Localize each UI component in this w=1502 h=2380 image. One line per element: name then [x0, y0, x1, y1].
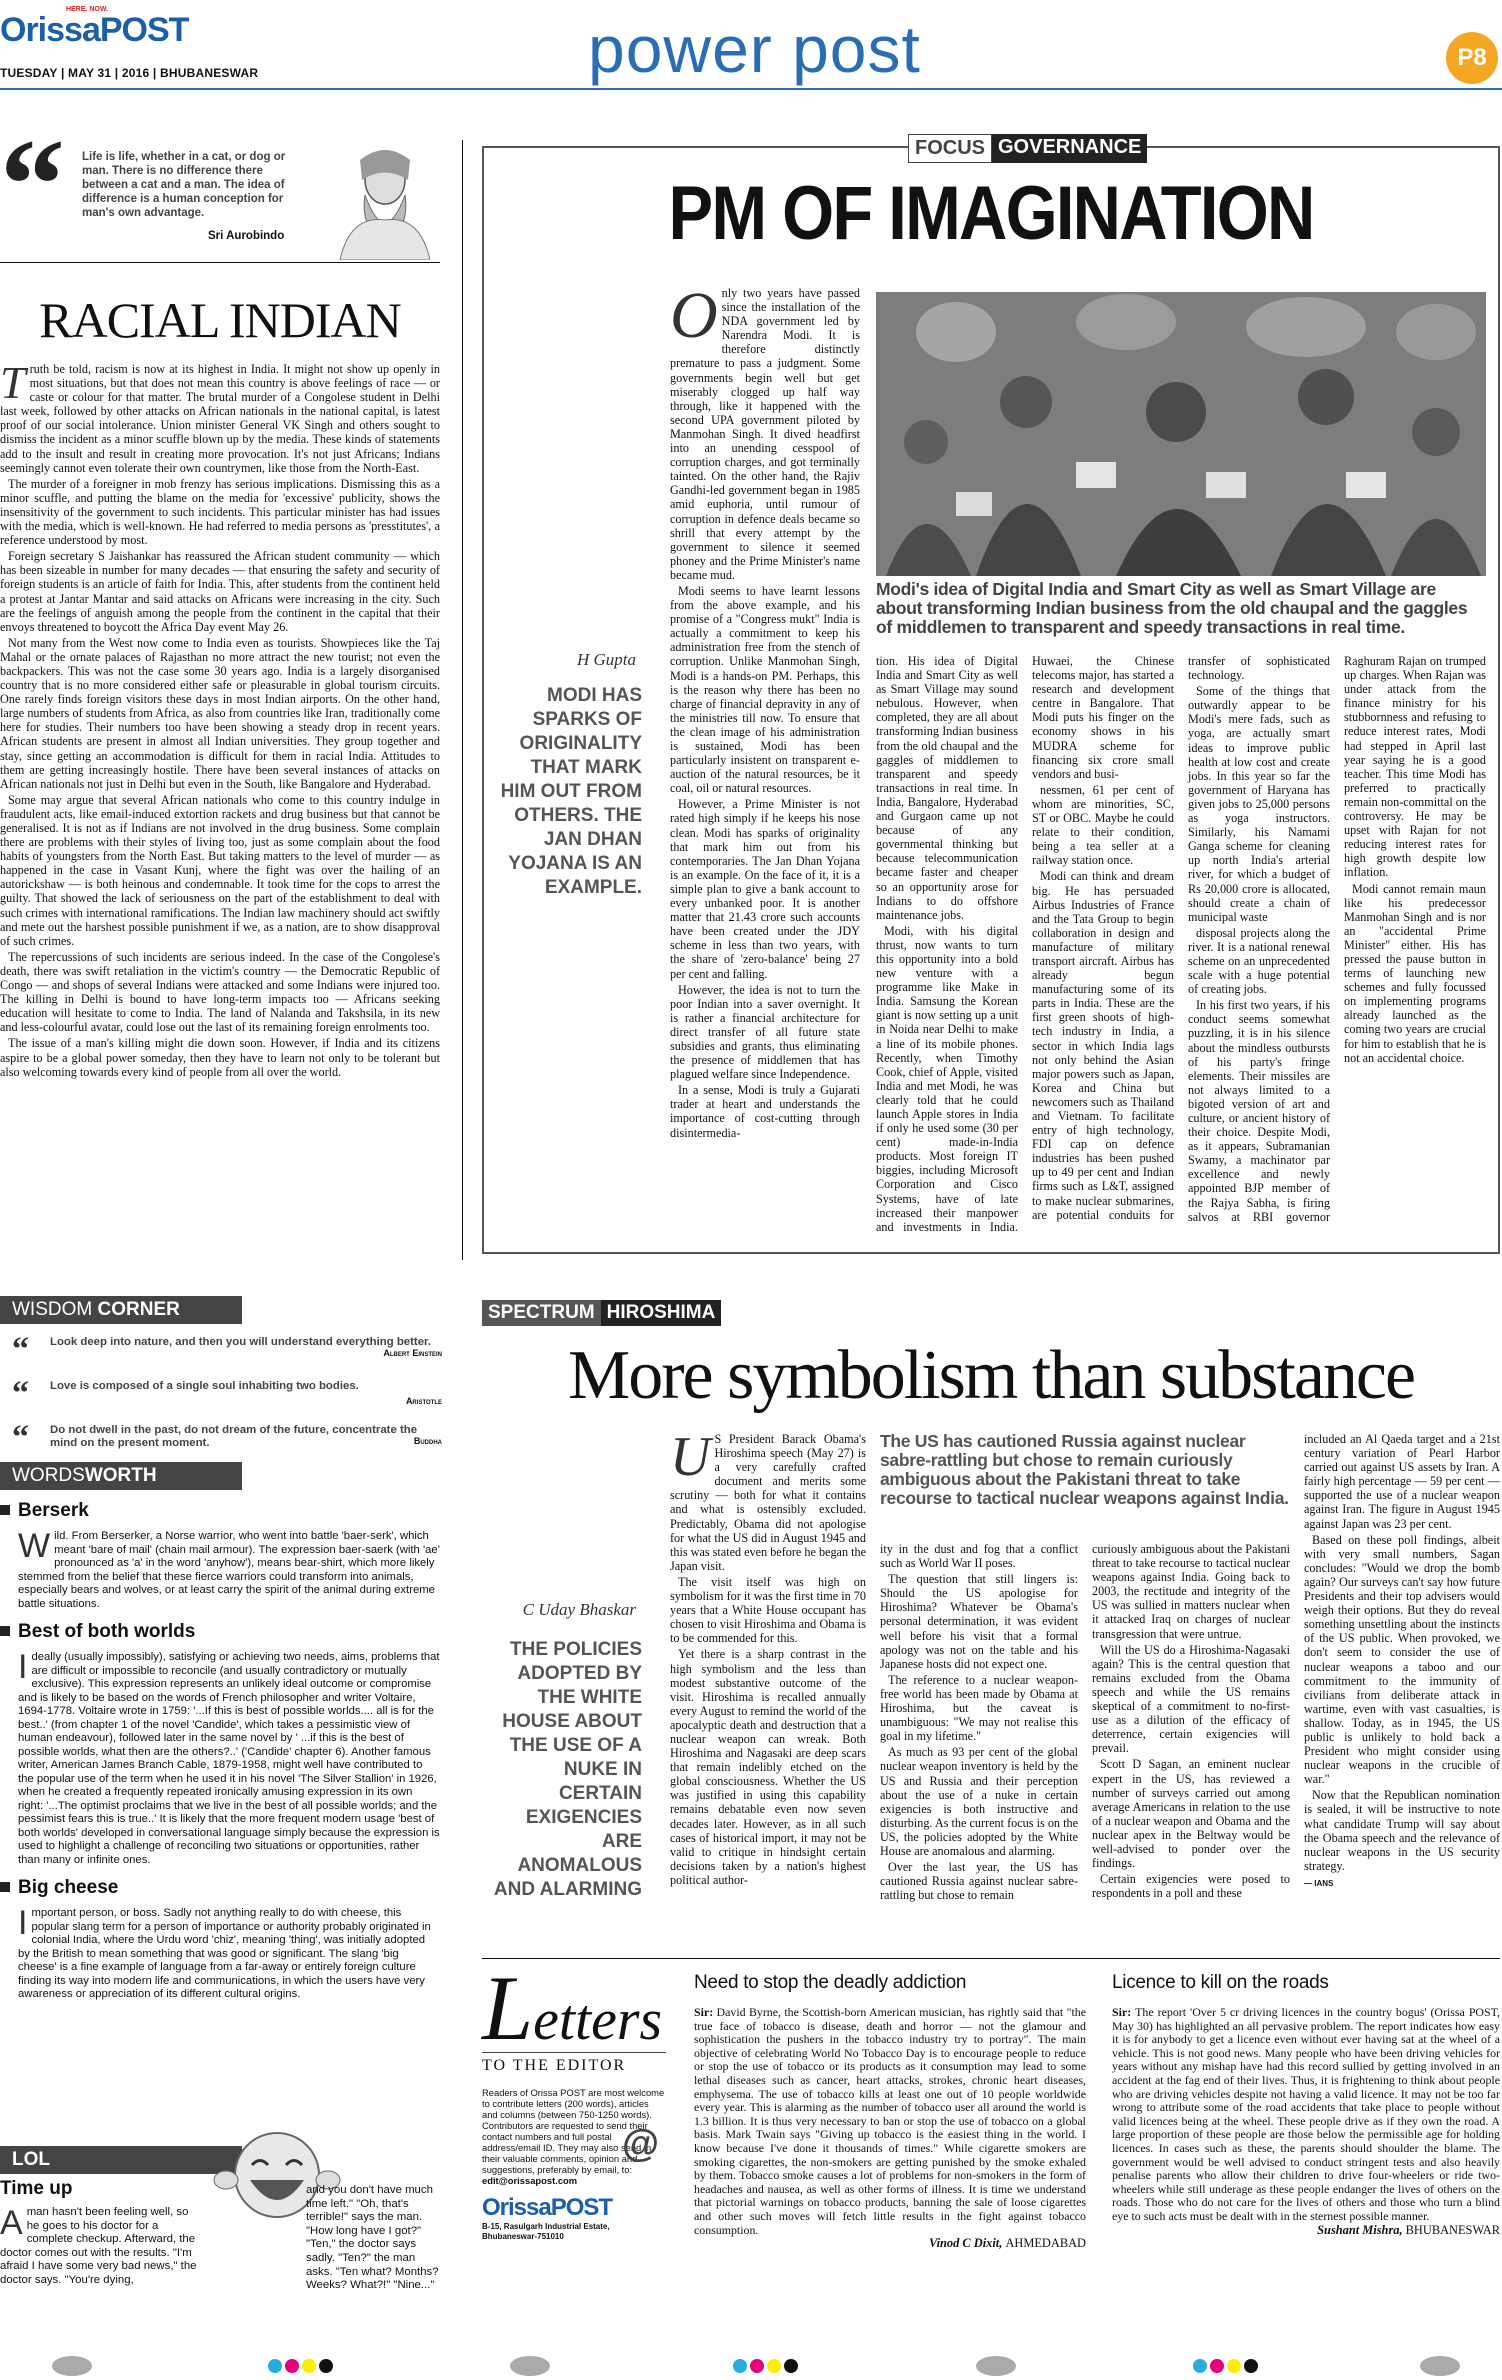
- paragraph: The issue of a man's killing might die down soon. However, if India and its citizens aspire to be a global power someday, then they have to learn not only to be tolerant but also welcoming towards every kind of people from all over the world.: [0, 1036, 440, 1079]
- page-number: P8: [1457, 44, 1487, 71]
- focus-lead-paragraphs: [670, 286, 860, 1140]
- wordsworth-term: Berserk: [0, 1500, 440, 1522]
- quote-author: Sri Aurobindo: [208, 230, 285, 242]
- letters-title-cap: L: [482, 1957, 534, 2059]
- wordsworth-definition-text: deally (usually impossibly), satisfying or achieving two needs, aims, problems that are difficult or impossible to reconcile (and usually contradictory or mutually exclusive). This expression represents an unlikely ideal outcome or compromise and is likely to be based on the words of French philosopher and writer Voltaire, 1694-1778. Voltaire wrote in 1759: '...If this is best of possible worlds.... all is for the best..' (from chapter 1 of the novel 'Candide', which takes a pessimistic view of human endeavour), followed later in the same novel by ' ...if this is the best of possible worlds, what then are the others?..' ('Candide' chapter 6). Another famous writer, American James Branch Cable, 1879-1958, might well have contributed to the popular use of the term when he used it in his novel 'The Silver Stallion' in 1926, when he created a frequently repeated ironically amusing expression in its own right: '...The optimist proclaims that we live in the best of all possible worlds; and the pessimist fears this is true..' It is likely that the more frequent modern usage 'best of both worlds' developed in conversational language simply because the expression is used to highlight a challenge of reconciling two situations or opportunities, rather than many or infinite ones.: [18, 1651, 440, 1866]
- letter-item: [1112, 1972, 1500, 2332]
- wordsworth-label-b: WORTH: [84, 1465, 157, 1486]
- wisdom-label-a: WISDOM: [12, 1299, 93, 1320]
- wisdom-quote: [12, 1419, 442, 1462]
- paragraph: In a sense, Modi is truly a Gujarati trader at heart and understands the importance of cost-cutting through disintermedia-: [670, 1083, 860, 1140]
- lol-title: Time up: [0, 2178, 73, 2199]
- letters-title: [482, 1957, 666, 2059]
- paragraph: Modi can think and dream big. He has persuaded Airbus Industries of France and the Tata Group to begin collaboration in design and manufacture of military transport aircraft. Airbus has already begun manufacturing some of its parts in India. These are the first green shoots of high-tech industry in India, a sector in which India lags not only behind the Asian major powers such as Japan, Korea and China but newcomers such as Thailand and Vietnam. To facilitate entry of high technology, FDI cap on defence industries has been pushed up to 49 per cent and Indian firms such as L&T, assigned to make nuclear submarines, are potential conduits for transfer of sophisticated technology.: [1032, 654, 1330, 1222]
- letter-salutation: Sir:: [694, 2005, 717, 2019]
- wordsworth-definition-text: mportant person, or boss. Sadly not anything really to do with cheese, this popular slang term for a person of importance or authority probably originated in colonial India, where the Urdu word 'chiz', meaning 'thing', was initially adopted by the British to mean something that was good or significant. The slang 'big cheese' is a fine example of language from a far-away or entirely foreign culture finding its way into modern life and communications, in which the users have very awareness or appreciation of its different cultural origins.: [18, 1907, 431, 2000]
- focus-tag-a: FOCUS: [908, 134, 992, 163]
- paragraph: Not many from the West now come to India even as tourists. Showpieces like the Taj Mahal or the ornate palaces of Rajasthan no more attract the new tourist; not even the backpackers. This was not the case some 30 years ago. India is a largely disorganised country that is no more considered either safe or pleasurable in global tourism circuits. One rarely finds foreign visitors these days in most Indian airports. On the other hand, large numbers of students from Africa, as also from countries like Iran, traditionally come here for studies. Their numbers too have been showing a steady drop in recent years. African students are present in almost all Indian universities. They group together and stay, since getting an accommodation is difficult for them in racial India. Attitudes to them are getting increasingly hostile. There have been several instances of attacks on African nationals not just in Delhi but even in the South, like Bangalore and Hyderabad.: [0, 635, 440, 791]
- square-bullet-icon: [0, 1505, 10, 1515]
- registration-dot: [1193, 2359, 1207, 2373]
- letters-subtitle: TO THE EDITOR: [482, 2052, 666, 2075]
- quote-open-mark-icon: “: [0, 113, 65, 257]
- quote-mark-icon: “: [12, 1375, 29, 1412]
- paragraph: nessmen, 61 per cent of whom are minorities, SC, ST or OBC. Maybe he could relate to their condition, being a tea seller at a railway station once.: [1032, 782, 1174, 868]
- wordsworth-term: Best of both worlds: [0, 1621, 440, 1643]
- registration-dot: [302, 2359, 316, 2373]
- spectrum-col3-paragraphs: [1092, 1542, 1290, 1900]
- letters-logo-bottom: POST: [550, 2194, 613, 2221]
- spectrum-col2-paragraphs: [880, 1542, 1078, 1902]
- registration-dot: [750, 2359, 764, 2373]
- dateline: TUESDAY | MAY 31 | 2016 | BHUBANESWAR: [0, 66, 259, 80]
- wordsworth-dropcap: I: [18, 1904, 28, 1942]
- letters-info-text: Readers of Orissa POST are most welcome to contribute letters (200 words), articles and columns (between 750-1250 words). Contributors are requested to send their contact numbers and full postal address/email ID. They may also send in their valuable comments, opinion and suggestions, preferably by email, to:: [482, 2087, 665, 2175]
- letter-signature: [694, 2237, 1086, 2251]
- paragraph: Scott D Sagan, an eminent nuclear expert in the US, has reviewed a number of surveys carried out among average Americans in relation to the use of a nuclear weapon and Obama and the nuclear apex in the Beltway would be well-advised to ponder over the findings.: [1092, 1757, 1290, 1871]
- editorial-headline: RACIAL INDIAN: [39, 292, 401, 348]
- spectrum-tag: [482, 1300, 721, 1326]
- focus-byline: H Gupta: [576, 650, 636, 669]
- paragraph: Some may argue that several African nationals who come to this country indulge in fraudulent acts, like email-induced extortion rackets and drug business but that cannot be generalised. It is not as if Indians are not involved in the drug business. Some complain there are problems with their styles of living too, just as some complain about the food habits of youngsters from the North East. But taking matters to the level of murder — as happened in the case in Vasant Kunj, where the fight was over the hailing of an autorickshaw — is both heinous and condemnable. It took time for the cops to arrest the guilty. That showed the lack of seriousness on the part of the establishment to deal with such crimes with international ramifications. The Indian law machinery should act swiftly and mete out the harshest possible punishment if we, as a nation, are to show disapproval of such crimes.: [0, 792, 440, 948]
- letters-logo-top: Orissa: [482, 2194, 551, 2221]
- registration-dot: [784, 2359, 798, 2373]
- focus-lead-col: [670, 286, 860, 1232]
- editorial-dropcap: T: [0, 362, 26, 408]
- paragraph: As much as 93 per cent of the global nuclear weapon inventory is held by the US and Russia and their perception about the use of a nuke in certain exigencies is both instructive and disturbing. As the current focus is on the US, the policies adopted by the White House are anomalous and alarming.: [880, 1745, 1078, 1858]
- quote-box: [0, 113, 440, 260]
- quote-text: Life is life, whether in a cat, or dog or man. There is no difference there between a cat and a man. The idea of difference is a human conception for man's own advantage.: [82, 151, 286, 219]
- paragraph: The repercussions of such incidents are serious indeed. In the case of the Congolese's death, there was swift retaliation in the victim's country — the Democratic Republic of Congo — and shops of several Indians were attacked and some Indians were injured too. The killing in Delhi is bound to have long-term impacts too — Africans seeking education will hesitate to come to India. The land of Nalanda and Takshsila, in its new and less-colourful avatar, could lose out the last of its remaining foreign enrolments too.: [0, 949, 440, 1035]
- focus-photo: [876, 292, 1486, 576]
- aurobindo-portrait: [330, 140, 430, 260]
- section-title: power post: [588, 12, 921, 86]
- lol-dropcap: A: [0, 2204, 23, 2242]
- paragraph: Modi, with his digital thrust, now wants to turn this opportunity into a bold new venture with a programme like Make in India. Samsung the Korean giant is now setting up a unit in Noida near Delhi to make a line of its mobile phones. Recently, when Timothy Cook, chief of Apple, visited India and met Modi, he was clearly told that he could launch Apple stores in India if only he used some (30 per cent) made-in-India products. Most foreign IT biggies, including Microsoft Corporation and Cisco Systems, have of late increased their manpower and investments in India. Huwaei, the Chinese telecoms major, has started a research and development centre in Bangalore. That Modi puts his finger on the economy shows in his MUDRA scheme for financing six crore small vendors and busi-: [876, 654, 1174, 1234]
- masthead-rule: [0, 88, 1502, 90]
- letter-body: [694, 2006, 1086, 2251]
- wordsworth-entry: [0, 1621, 440, 1867]
- letters-address: B-15, Rasulgarh Industrial Estate, Bhubaneswar-751010: [482, 2222, 610, 2241]
- registration-dot: [733, 2359, 747, 2373]
- focus-dropcap: O: [670, 286, 718, 352]
- focus-photo-caption: Modi's idea of Digital India and Smart City as well as Smart Village are about transforming Indian business from the old chaupal and the gaggles of middlemen to transparent and speedy transactions in real time.: [876, 579, 1468, 637]
- wisdom-quote-author: Aristotle: [405, 1396, 442, 1406]
- letter-item: [694, 1972, 1086, 2332]
- wisdom-quote-text: Look deep into nature, and then you will understand everything better.: [50, 1336, 431, 1348]
- spectrum-headline: More symbolism than substance: [567, 1337, 1415, 1414]
- square-bullet-icon: [0, 1626, 10, 1636]
- paragraph: Will the US do a Hiroshima-Nagasaki again? This is the central question that remains excluded from the Obama speech and while the US remains skeptical of a commitment to no-first-use as a dilution of the efficacy of deterrence, certain exigencies will prevail.: [1092, 1642, 1290, 1756]
- editorial-paragraphs: [0, 362, 440, 1079]
- registration-dot: [268, 2359, 282, 2373]
- letter-text: David Byrne, the Scottish-born American musician, has rightly said that "the true face of tobacco is disease, death and horror — not the glamour and sophistication the pushers in the tobacco industry try to portray". The main objective of celebrating World No Tobacco Day is to encourage people to reduce or stop the use of tobacco or its products as it consumption may lead to some lethal diseases such as cancer, heart attacks, strokes, chronic heart diseases, emphysema. The use of tobacco kills at least one out of 10 people worldwide every year. This is alarming as the number of tobacco user all around the world is 1.3 billion. It is thus very necessary to ban or stop the use of tobacco on a global basis. Mark Twain says "Giving up tobacco is the easiest thing in the world. I know because I've done it thousands of times." While cigarette smokers are smoking cigarettes, the non-smokers are getting punished by the smoke exhaled by them. Tobacco smoke causes a lot of problems for non-smokers in the form of headaches and nausea, as well as other forms of illness. It is time we understand that pictorial warnings on tobacco products, banning the sale of loose cigarettes and other such moves will fetch little results in the fight against tobacco consumption.: [694, 2005, 1086, 2237]
- spectrum-col3: [1092, 1542, 1290, 1942]
- quote-mark-icon: “: [12, 1331, 29, 1368]
- wisdom-label-b: CORNER: [97, 1299, 180, 1320]
- svg-text:@: @: [622, 2123, 660, 2165]
- paragraph: In his first two years, if his conduct seems somewhat puzzling, it is in his silence about the mindless outbursts of his party's fringe elements. Their missiles are not always limited to a bigoted version of art and culture, or ancient history of their choice. Despite Modi, as it appears, Subramanian Swamy, a machinator par excellence and newly appointed BJP member of the Rajya Sabha, is firing salvos at RBI governor Raghuram Rajan on trumped up charges. When Rajan was under attack from the finance ministry for his stubbornness and refusing to reduce interest rates, Modi had stepped in April last year saying he is a good teacher. This time Modi has preferred to practically remain non-committal on the controversy. He may be upset with Rajan for not reducing interest rates for high growth despite low inflation.: [1188, 654, 1486, 1224]
- letter-body: [1112, 2006, 1500, 2237]
- lol-bar: [0, 2146, 242, 2174]
- spectrum-col2: [880, 1542, 1078, 1942]
- focus-pull-quote: MODI HAS SPARKS OF ORIGINALITY THAT MARK HIM OUT FROM OTHERS. THE JAN DHAN YOJANA IS AN EXAMPLE.: [500, 685, 642, 898]
- letter-signature-name: Sushant Mishra,: [1317, 2222, 1406, 2237]
- wisdom-quote: [12, 1331, 442, 1374]
- paragraph: However, the idea is not to turn the poor Indian into a saver overnight. It is rather a financial architecture for direct transfer of all future state subsidies and grants, thus eliminating the presence of middlemen that has plagued welfare since Independence.: [670, 982, 860, 1082]
- paragraph: The question that still lingers is: Should the US apologise for Hiroshima? Whatever be Obama's personal determination, it was evident well before his visit that a formal apology was not on the table and his Japanese hosts did not expect one.: [880, 1572, 1078, 1671]
- letters-title-rest: etters: [533, 1987, 663, 2052]
- paragraph: ity in the dust and fog that a conflict such as World War II poses.: [880, 1542, 1078, 1571]
- left-column-rule: [462, 140, 463, 1260]
- wisdom-quote-author: Buddha: [413, 1436, 442, 1446]
- letter-text: The report 'Over 5 cr driving licences in the country bogus' (Orissa POST, May 30) has highlighted an all pervasive problem. The report indicates how easy it is for anybody to get a licence even without ever having sat at the wheel of a vehicle. This is not good news. Many people who have been driving vehicles for years without any mishap have had this record sullied by getting involved in an accident at the fag end of their lives. Thus, it is frightening to think about people who are driving vehicles despite not having a valid licence. It may not be too far wrong to attribute some of the road accidents that take place to people without valid licences being at the wheel. These people drive as if they own the road. A large proportion of these people are those below the permissible age for holding licences. In cases such as these, the parents should shoulder the blame. The government would be well advised to conduct stringent tests and also heavily penalise parents who allow their children to drive four-wheelers or ride two-wheelers while still underage as these people endanger the lives of others on the roads. Those who do not care for the lives of others and those who turn a blind eye to such acts must be dealt with in the sternest possible manner.: [1112, 2005, 1500, 2223]
- paragraph: Yet there is a sharp contrast in the high symbolism and the less than modest substantive outcome of the visit. Hiroshima is recalled annually every August to remind the world of the apocalyptic death and destruction that a nuclear weapon can wreak. Both Hiroshima and Nagasaki are deep scars that remain indelibly etched on the global consciousness. Whether the US was justified in using this capability remains debatable even now seven decades later. However, as in all such cases of historical import, it may not be valid to critique in hindsight certain decisions taken by a nation's highest political author-: [670, 1647, 866, 1887]
- registration-dot: [285, 2359, 299, 2373]
- registration-dot: [767, 2359, 781, 2373]
- registration-oval: [52, 2356, 92, 2376]
- paragraph: Some of the things that outwardly appear to be Modi's mere fads, such as yoga, are actually smart ideas to improve public health at low cost and create jobs. In this year so far the government of Haryana has given jobs to 25,000 persons as yoga instructors. Similarly, his Namami Ganga scheme for cleaning up north India's arterial river, for which a budget of Rs 20,000 crore is allocated, should create a chain of municipal waste: [1188, 684, 1330, 924]
- letter-signature-name: Vinod C Dixit,: [929, 2236, 1006, 2251]
- wordsworth-definition-text: ild. From Berserker, a Norse warrior, who went into battle 'baer-serk', which meant 'bare of mail' (chain mail armour). The expression baer-saerk (with 'ae' pronounced as 'a' in the word 'anyhow'), means bear-shirt, which more likely stemmed from the belief that these fierce warriors could transform into animals, especially bears and wolves, or at least carry the spirit of the animal during extreme battle situations.: [18, 1530, 440, 1610]
- wisdom-quote-text: Love is composed of a single soul inhabiting two bodies.: [50, 1380, 359, 1392]
- registration-dot: [1227, 2359, 1241, 2373]
- wisdom-corner-bar: [0, 1296, 242, 1324]
- letters-logo: [482, 2194, 666, 2222]
- paragraph: Over the last year, the US has cautioned Russia against nuclear sabre-rattling but chose to remain: [880, 1860, 1078, 1903]
- wordsworth-entry: [0, 1877, 440, 2002]
- wisdom-quote-text: Do not dwell in the past, do not dream of the future, concentrate the mind on the present moment.: [50, 1424, 418, 1449]
- wordsworth-term: Big cheese: [0, 1877, 440, 1899]
- spectrum-lead-col: [670, 1432, 866, 1942]
- registration-oval: [976, 2356, 1016, 2376]
- paragraph: S President Barack Obama's Hiroshima speech (May 27) is a very carefully crafted document and merits some scrutiny — both for what it contains and what is ostensibly excluded. Predictably, Obama did not apologise for what the US did in August 1945 and this was stated even before he began the Japan visit.: [670, 1432, 866, 1573]
- wordsworth-label-a: WORDS: [12, 1465, 85, 1486]
- spectrum-tag-b: HIROSHIMA: [601, 1300, 722, 1326]
- focus-cont-columns: [876, 654, 1486, 1234]
- letter-salutation: Sir:: [1112, 2005, 1136, 2019]
- paragraph: Modi seems to have learnt lessons from the above example, and his promise of a "Congress mukt" India is actually a commitment to keep his administration free from the stench of corruption. Unlike Manmohan Singh, Modi is a hands-on PM. Perhaps, this is the reason why there has been no charge of financial depravity in any of the ministries till now. To ensure that the clean image of his administration is sustained, Modi has been particularly insistent on transparent e-auction of the natural resources, be it coal, oil or natural resources.: [670, 583, 860, 796]
- logo-tagline: HERE. NOW.: [66, 6, 109, 13]
- wordsworth-dropcap: W: [18, 1527, 51, 1565]
- wordsworth-dropcap: I: [18, 1648, 28, 1686]
- focus-tag: [908, 134, 1147, 163]
- paragraph: curiously ambiguous about the Pakistani threat to take recourse to tactical nuclear weapons against India. Going back to 2003, the rectitude and integrity of the US was sullied in matters nuclear when it attacked Iraq on charges of nuclear transgression that were untrue.: [1092, 1542, 1290, 1641]
- spectrum-blurb: The US has cautioned Russia against nuclear sabre-rattling but chose to remain curiously ambiguous about the Pakistani threat to take recourse to tactical nuclear weapons against India.: [880, 1431, 1289, 1508]
- spectrum-tag-a: SPECTRUM: [482, 1300, 601, 1326]
- paragraph: Based on these poll findings, albeit with very small numbers, Sagan concludes: "Would we drop the bomb again? Our surveys can't say how future Presidents and their top advisers would weigh their options. But they do reveal something unsettling about the instincts of the US public. When provoked, we don't seem to consider the use of nuclear weapons a taboo and our commitment to the immunity of civilians from deliberate attack in wartime, even with vast casualties, is shallow. Today, as in 1945, the US public is unlikely to hold back a President who might consider using nuclear weapons in the crucible of war.": [1304, 1532, 1500, 1787]
- paragraph: included an Al Qaeda target and a 21st century variation of Pearl Harbor carried out against US assets by Iran. A fairly high percentage — 59 per cent — supported the use of a nuclear weapon against Iran. The figure in August 1945 against Japan was 23 per cent.: [1304, 1432, 1500, 1531]
- registration-dot: [1210, 2359, 1224, 2373]
- spectrum-pull-quote: THE POLICIES ADOPTED BY THE WHITE HOUSE ABOUT THE USE OF A NUKE IN CERTAIN EXIGENCIES ARE ANOMALOUS AND ALARMING: [493, 1639, 642, 1900]
- paragraph: Certain exigencies were posed to respondents in a poll and these: [1092, 1872, 1290, 1901]
- paragraph: The murder of a foreigner in mob frenzy has serious implications. Dismissing this as a minor scuffle, and putting the blame on the media for 'excessive' publicity, shows the insensitivity of the government to such incidents. This particular minister has had issues with the media, which is well-known. He had referred to media persons as 'presstitutes', a reference understood by most.: [0, 476, 440, 548]
- email-at-icon: [616, 2118, 666, 2168]
- letter-signature-place: AHMEDABAD: [1005, 2236, 1086, 2251]
- quote-mark-icon: “: [12, 1419, 29, 1456]
- letters-masthead: [482, 1957, 666, 2242]
- quote-box-rule: [0, 262, 440, 263]
- logo-orissa: Orissa: [0, 11, 100, 49]
- paragraph: disposal projects along the river. It is a national renewal scheme on an unprecedented scale with a huge potential of creating jobs.: [1188, 925, 1330, 997]
- letter-signature: [1112, 2224, 1500, 2238]
- editorial-body: [0, 362, 440, 1262]
- paragraph: tion. His idea of Digital India and Smart City as well as Smart Village may sound nebulous. However, when completed, they are all about transforming Indian business from the old chaupal and the gaggles of middlemen to transparent and speedy transactions in real time. In India, Bangalore, Hyderabad and Gurgaon came up not because of any governmental thinking but because telecommunication became faster and cheaper so an opportunity arose for Indians to do offshore maintenance jobs.: [876, 654, 1018, 922]
- letters-items: [694, 1972, 1500, 2332]
- spectrum-dropcap: U: [670, 1432, 711, 1488]
- paragraph: nly two years have passed since the installation of the NDA government led by Narendra Modi. It is therefore distinctly premature to pass a judgment. Some governments begin well but get miserably clogged up half way through, like it happened with the second UPA government piloted by Manmohan Singh. It dived headfirst into an unending cesspool of corruption charges, and got terminally tainted. On the other hand, the Rajiv Gandhi-led government began in 1985 amid euphoria, until rumour of corruption in defence deals became so shrill that every attempt by the government to silence it seemed phoney and the Prime Minister's name became mud.: [670, 286, 860, 582]
- wordsworth-entries: [0, 1500, 440, 2120]
- print-registration-marks: [0, 2352, 1502, 2380]
- spectrum-credit: — IANS: [1304, 1878, 1334, 1888]
- paragraph: The reference to a nuclear weapon-free world has been made by Obama at Hiroshima, but the caveat is unambiguous: "We may not realise this goal in my lifetime.": [880, 1672, 1078, 1744]
- spectrum-byline: C Uday Bhaskar: [522, 1600, 636, 1619]
- letters-top-rule: [482, 1958, 1500, 1959]
- paragraph: The visit itself was high on symbolism for it was the first time in 70 years that a White House occupant has chosen to visit Hiroshima and Obama is to be commended for this.: [670, 1574, 866, 1646]
- letter-signature-place: BHUBANESWAR: [1405, 2222, 1500, 2237]
- lol-body-a: man hasn't been feeling well, so he goes to his doctor for a complete checkup. Afterward, the doctor comes out with the results. "I'm afraid I have some very bad news," the doctor says. "You're dying,: [0, 2206, 197, 2286]
- lol-text-b: and you don't have much time left." "Oh, that's terrible!" says the man. "How long have I got?" "Ten," the doctor says sadly. "Ten?" the man asks. "Ten what? Months? Weeks? What?!" "Nine...": [306, 2184, 439, 2292]
- registration-oval: [1420, 2356, 1460, 2376]
- wisdom-quote-author: Albert Einstein: [383, 1348, 442, 1358]
- registration-oval: [510, 2356, 550, 2376]
- spectrum-col4: [1304, 1432, 1500, 1942]
- page-number-badge: [1446, 32, 1498, 84]
- wisdom-quotes: [12, 1331, 442, 1466]
- square-bullet-icon: [0, 1882, 10, 1892]
- spectrum-col4-paragraphs: [1304, 1432, 1500, 1873]
- focus-headline: PM OF IMAGINATION: [668, 171, 1314, 256]
- logo-post: POST: [99, 11, 189, 49]
- paragraph: ruth be told, racism is now at its highest in India. It might not show up openly in most situations, but that does not mean this country is above feelings of race — or caste or colour for that matter. The brutal murder of a Congolese student in Delhi last week, followed by other attacks on African nationals in the national capital, is latest proof of our social intolerance. Union minister General VK Singh and others sought to dismiss the incident as a minor scuffle blown up by the media. These kinds of statements add to the insult and result in creating more provocation. It's not just Africans; Indians seemingly cannot even tolerate their own countrymen, like those from the North-East.: [0, 362, 440, 475]
- wordsworth-definition: [0, 1904, 440, 2002]
- letter-heading: Licence to kill on the roads: [1112, 1972, 1329, 1993]
- letter-heading: Need to stop the deadly addiction: [694, 1972, 967, 1993]
- registration-dot: [1244, 2359, 1258, 2373]
- paragraph: Modi cannot remain maun like his predecessor Manmohan Singh and is nor an "accidental Prime Minister" either. His has pressed the pause button in terms of launching new schemes and fully focussed on implementing programs already launched as the coming two years are crucial for him to establish that he is not an accidental choice.: [1344, 881, 1486, 1065]
- lol-text-a: [0, 2206, 200, 2288]
- focus-continued: [876, 654, 1486, 1234]
- wordsworth-definition: [0, 1527, 440, 1611]
- lol-label: LOL: [12, 2149, 50, 2170]
- spectrum-lead-paragraphs: [670, 1432, 866, 1887]
- wordsworth-definition: [0, 1648, 440, 1867]
- masthead: [0, 0, 1502, 86]
- paragraph: Foreign secretary S Jaishankar has reassured the African student community — which has been sizeable in number for many decades — that ensuring the safety and security of foreign students is an article of faith for India. This, after students from the continent held a protest at Jantar Mantar and said attacks on Africans were increasing in the city. Such are the feelings of anguish among the people from the continent in the capital that their envoys threatened to boycott the Africa Day event May 26.: [0, 549, 440, 634]
- wordsworth-bar: [0, 1462, 242, 1490]
- registration-dot: [319, 2359, 333, 2373]
- letters-email: edit@orissapost.com: [482, 2175, 578, 2186]
- wisdom-quote: [12, 1375, 442, 1418]
- paragraph: Now that the Republican nomination is sealed, it will be instructive to note what candidate Trump will say about the Obama speech and the relevance of nuclear weapons in the US security strategy.: [1304, 1788, 1500, 1873]
- paragraph: However, a Prime Minister is not rated high simply if he keeps his nose clean. Modi has sparks of originality that mark him out from his contemporaries. The Jan Dhan Yojana is an example. On the face of it, it is a simple plan to give a bank account to every unbanked poor. It is another matter that 21.43 crore such accounts have been created under the JDY scheme in less than two years, with the share of 'zero-balance' being 27 per cent and falling.: [670, 797, 860, 981]
- wordsworth-entry: [0, 1500, 440, 1611]
- focus-tag-b: GOVERNANCE: [992, 134, 1147, 163]
- masthead-logo: [0, 12, 188, 48]
